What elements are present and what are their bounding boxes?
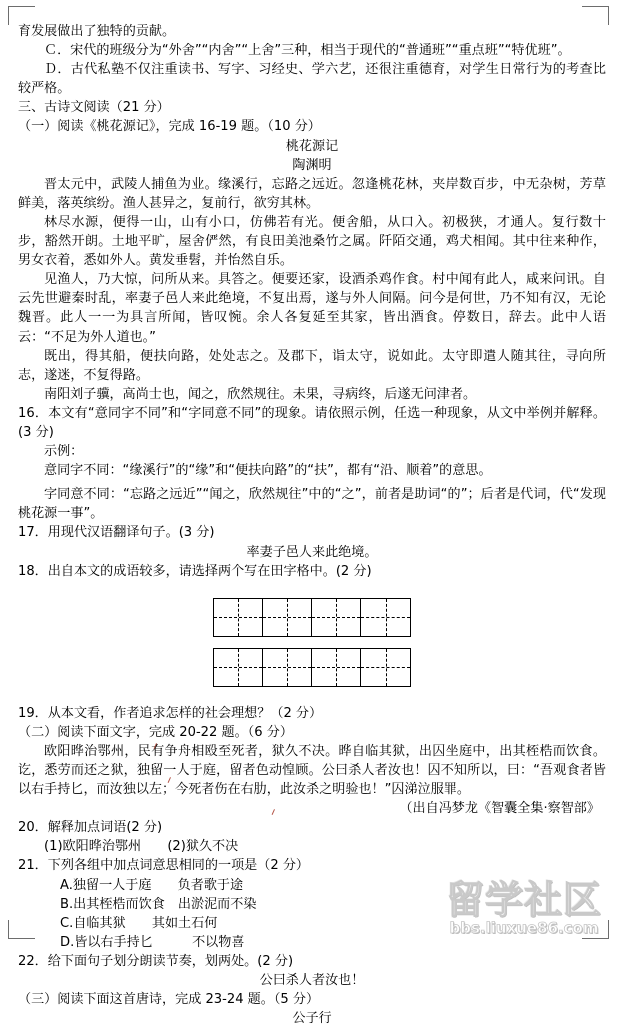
question-16-example-2: 字同意不同：“忘路之远近”“闻之，欣然规往”中的“之”，前者是助词“的”；后者是代词，代“发现桃花源一事”。 [18, 487, 606, 522]
question-16-example-label: 示例： [44, 444, 84, 460]
question-20-item-1: (1)欧阳晔治鄂州 [44, 839, 142, 855]
option-gap [151, 878, 177, 893]
spacer [18, 637, 606, 648]
passage-author: 陶渊明 [292, 157, 332, 173]
passage-paragraph-2: 林尽水源，便得一山，山有小口，仿佛若有光。便舍船，从口入。初极狭，才通人。复行数十步，豁然开朗。土地平旷，屋舍俨然，有良田美池桑竹之属。阡陌交通，鸡犬相闻。其中往来种作，男女衣着，悉如外人。黄发垂髫，并怡然自乐。 [18, 214, 606, 269]
part-two-heading: （二）阅读下面文字，完成 20-22 题。（6 分） [18, 724, 293, 740]
option-left-phrase: 自临其狱 [73, 915, 126, 931]
poem-title: 公子行 [292, 1011, 332, 1027]
question-22-stem: 22．给下面句子划分朗读节奏，划两处。(2 分) [18, 953, 294, 969]
passage-title: 桃花源记 [285, 138, 339, 154]
option-left-phrase: 出其桎梏而饮食 [73, 896, 165, 912]
passage-two-text: 欧阳晔治鄂州，民有争舟相殴至死者，狱久不决。晔自临其狱，出囚坐庭中，出其桎梏而饮食。讫，悉劳而还之狱，独留一人于庭，留者色动惶顾。公曰杀人者汝也！囚不知所以，曰：“吾观食者皆以右手持匕，而汝独以左；今死者伤在右肋，此汝杀之明验也！”囚涕泣服罪。 [18, 743, 606, 798]
question-21-stem: 21．下列各组中加点词意思相同的一项是（2 分） [18, 858, 310, 874]
question-22-sentence: 公曰杀人者汝也！ [259, 973, 365, 989]
grid-cell[interactable] [214, 649, 263, 686]
grid-cell[interactable] [312, 599, 361, 636]
question-20-item-2: (2)狱久不决 [167, 839, 239, 855]
question-17-stem: 17．用现代汉语翻译句子。(3 分) [18, 525, 215, 541]
question-21-option-b[interactable] [18, 895, 606, 914]
watermark-brand-text: 留学社区 [445, 878, 602, 922]
question-21-option-c[interactable] [18, 914, 606, 933]
character-grid-2-wrapper [18, 648, 606, 687]
passage-paragraph-3: 见渔人，乃大惊，问所从来。具答之。便要还家，设酒杀鸡作食。村中闻有此人，咸来问讯。自云先世避秦时乱，率妻子邑人来此绝境，不复出焉，遂与外人间隔。问今是何世，乃不知有汉，无论魏晋。此人一一为具言所闻，皆叹惋。余人各复延至其家，皆出酒食。停数日，辞去。此中人语云：“不足为外人道也。” [18, 272, 606, 345]
crop-mark-top-right [582, 6, 609, 25]
character-grid-1[interactable] [213, 598, 411, 637]
character-grid-1-wrapper [18, 598, 606, 637]
question-19-stem: 19．从本文看，作者追求怎样的社会理想？（2 分） [18, 705, 323, 721]
spacer [18, 581, 606, 598]
character-grid-2[interactable] [213, 648, 411, 687]
option-letter: A. [60, 877, 73, 893]
part-three-heading: （三）阅读下面这首唐诗，完成 23-24 题。（5 分） [18, 992, 320, 1008]
option-gap [126, 916, 152, 931]
option-gap [153, 935, 192, 950]
question-20-item-spacer [141, 839, 167, 854]
option-left-phrase: 皆以右手持匕 [74, 934, 153, 950]
section-three-heading: 三、古诗文阅读（21 分） [18, 100, 170, 116]
question-16-example-1: 意同字不同：“缘溪行”的“缘”和“便扶向路”的“扶”，都有“沿、顺着”的意思。 [44, 463, 492, 479]
grid-cell[interactable] [361, 649, 410, 686]
option-letter: B. [60, 896, 74, 912]
option-right-phrase: 负者歌于途 [177, 877, 244, 893]
choice-d: Ｄ．古代私塾不仅注重读书、写字、习经史、学六艺，还很注重德育，对学生日常行为的考查比较严格。 [18, 62, 606, 97]
crop-mark-bottom-left [8, 920, 35, 939]
question-20-items [18, 837, 606, 856]
grid-cell[interactable] [214, 599, 263, 636]
spacer [18, 687, 606, 704]
option-letter: C. [60, 915, 74, 931]
question-17-sentence: 率妻子邑人来此绝境。 [246, 544, 378, 560]
passage-paragraph-4: 既出，得其船，便扶向路，处处志之。及郡下，诣太守，说如此。太守即遣人随其往，寻向所志，遂迷，不复得路。 [18, 348, 606, 383]
grid-cell[interactable] [263, 599, 312, 636]
option-gap [165, 897, 178, 912]
question-16-stem: 16．本文有“意同字不同”和“字同意不同”的现象。请依照示例，任选一种现象，从文中举例并解释。(3 分) [18, 405, 606, 440]
carryover-line: 育发展做出了独特的贡献。 [18, 24, 176, 39]
option-right-phrase: 出淤泥而不染 [177, 896, 257, 912]
passage-two-source: （出自冯梦龙《智囊全集·察智部》 [399, 801, 600, 817]
choice-c: Ｃ．宋代的班级分为“外舍”“内舍”“上舍”三种，相当于现代的“普通班”“重点班”“特优班”。 [44, 43, 571, 59]
option-left-phrase: 独留一人于庭 [72, 877, 152, 893]
question-21-option-d[interactable] [18, 933, 606, 952]
question-20-stem: 20．解释加点词语(2 分) [18, 820, 163, 836]
passage-paragraph-1: 晋太元中，武陵人捕鱼为业。缘溪行，忘路之远近。忽逢桃花林，夹岸数百步，中无杂树，芳草鲜美，落英缤纷。渔人甚异之，复前行，欲穷其林。 [18, 176, 606, 211]
grid-cell[interactable] [263, 649, 312, 686]
crop-mark-bottom-right [582, 920, 609, 939]
watermark-url-text: bbs.liuxue86.com [449, 919, 599, 937]
grid-cell[interactable] [361, 599, 410, 636]
passage-paragraph-5: 南阳刘子骥，高尚士也，闻之，欣然规往。未果，寻病终，后遂无问津者。 [44, 386, 477, 402]
option-letter: D. [60, 934, 75, 950]
option-right-phrase: 其如土石何 [151, 915, 218, 931]
part-one-heading: （一）阅读《桃花源记》，完成 16-19 题。（10 分） [18, 119, 321, 135]
crop-mark-top-left [8, 6, 35, 25]
option-right-phrase: 不以物喜 [192, 934, 245, 950]
question-21-option-a[interactable] [18, 876, 606, 895]
question-18-stem: 18．出自本文的成语较多，请选择两个写在田字格中。(2 分) [18, 563, 372, 579]
grid-cell[interactable] [312, 649, 361, 686]
